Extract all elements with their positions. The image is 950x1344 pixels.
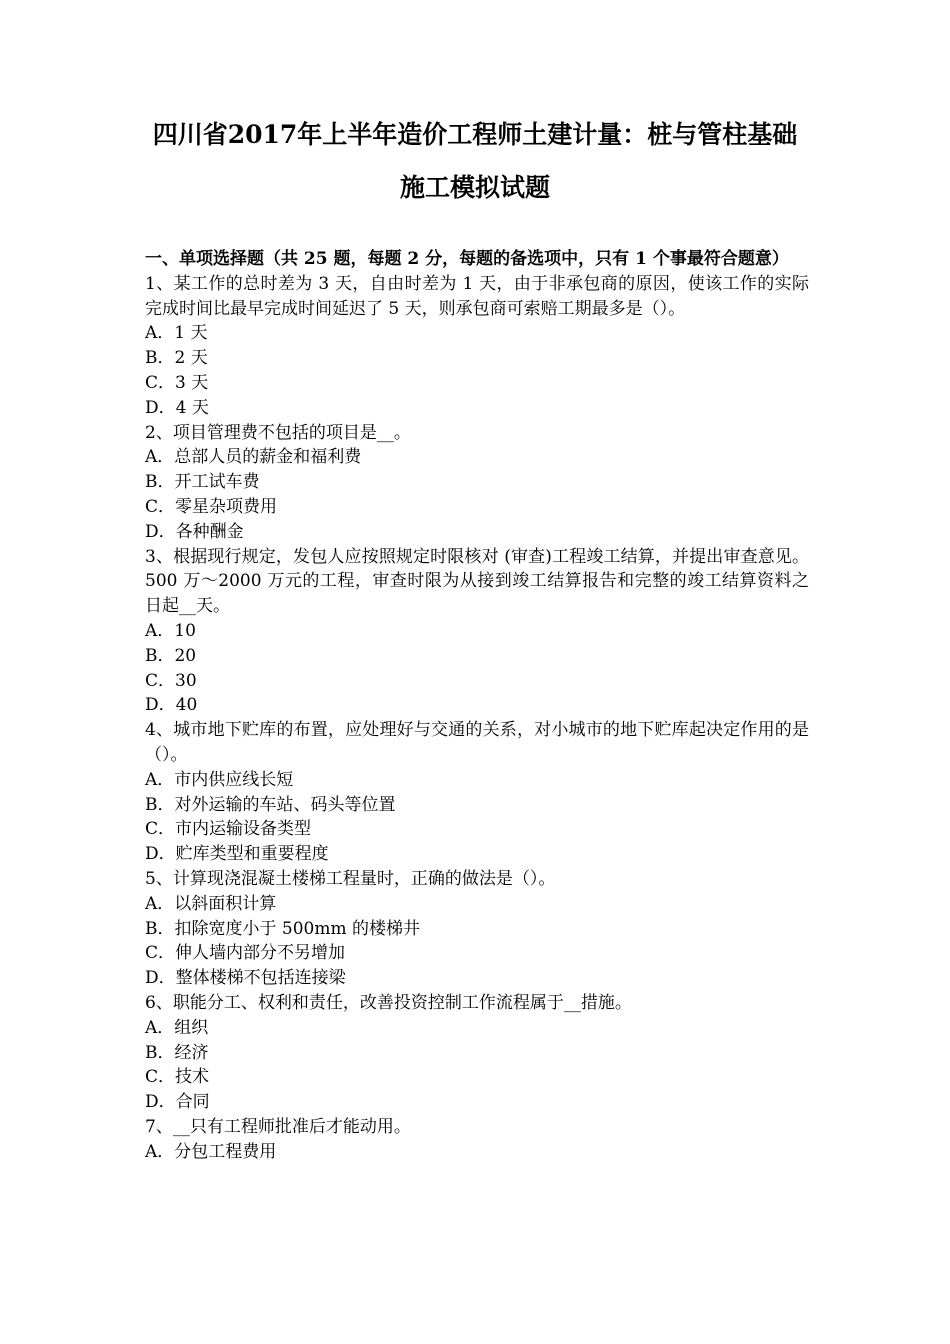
question-2-stem: 2、项目管理费不包括的项目是__。	[145, 422, 411, 443]
question-1-stem: 1、某工作的总时差为 3 天，自由时差为 1 天，由于非承包商的原因，使该工作的实际完成时间比最早完成时间延迟了 5 天，则承包商可索赔工期最多是（）。	[145, 273, 809, 319]
question-3-option-a: A．10	[145, 620, 196, 641]
question-6-stem: 6、职能分工、权利和责任，改善投资控制工作流程属于__措施。	[145, 992, 632, 1013]
question-4-stem: 4、城市地下贮库的布置，应处理好与交通的关系，对小城市的地下贮库起决定作用的是（）。	[145, 720, 809, 765]
question-7-stem: 7、__只有工程师批准后才能动用。	[145, 1116, 411, 1137]
question-1-option-b: B．2 天	[145, 348, 208, 369]
question-5-option-b: B．扣除宽度小于 500mm 的楼梯井	[145, 918, 420, 939]
question-5-stem: 5、计算现浇混凝土楼梯工程量时，正确的做法是（）。	[145, 868, 556, 889]
document-title-line-2: 施工模拟试题	[399, 173, 550, 202]
document-title-line-1: 四川省2017年上半年造价工程师土建计量：桩与管柱基础	[152, 120, 798, 149]
question-6-option-c: C．技术	[145, 1067, 210, 1088]
question-6-option-a: A．组织	[145, 1017, 209, 1038]
document-body	[145, 247, 809, 1164]
question-1-option-c: C．3 天	[145, 372, 209, 393]
question-6-option-d: D．合同	[145, 1092, 210, 1113]
question-2-option-a: A．总部人员的薪金和福利费	[145, 447, 362, 468]
question-5-option-c: C．伸人墙内部分不另增加	[145, 943, 346, 964]
question-3-option-b: B．20	[145, 645, 197, 666]
question-4-option-d: D．贮库类型和重要程度	[145, 844, 329, 865]
question-5-option-a: A．以斜面积计算	[145, 893, 277, 914]
question-3-stem: 3、根据现行规定，发包人应按照规定时限核对 (审查)工程竣工结算，并提出审查意见。500 万～2000 万元的工程，审查时限为从接到竣工结算报告和完整的竣工结算资料之日起__天。	[145, 546, 809, 617]
question-2-option-c: C．零星杂项费用	[145, 496, 278, 517]
question-4-option-a: A．市内供应线长短	[145, 769, 294, 790]
question-2-option-d: D．各种酬金	[145, 521, 244, 542]
question-5-option-d: D．整体楼梯不包括连接梁	[145, 968, 346, 989]
question-1-option-d: D．4 天	[145, 397, 209, 418]
question-4-option-b: B．对外运输的车站、码头等位置	[145, 794, 396, 815]
question-3-option-d: D．40	[145, 695, 198, 716]
question-3-option-c: C．30	[145, 670, 197, 691]
question-7-option-a: A．分包工程费用	[145, 1141, 277, 1162]
question-6-option-b: B．经济	[145, 1042, 209, 1063]
question-1-option-a: A．1 天	[145, 323, 208, 344]
question-2-option-b: B．开工试车费	[145, 472, 260, 493]
question-4-option-c: C．市内运输设备类型	[145, 819, 312, 840]
section-heading: 一、单项选择题（共 25 题，每题 2 分，每题的备选项中，只有 1 个事最符合题意）	[145, 249, 789, 269]
